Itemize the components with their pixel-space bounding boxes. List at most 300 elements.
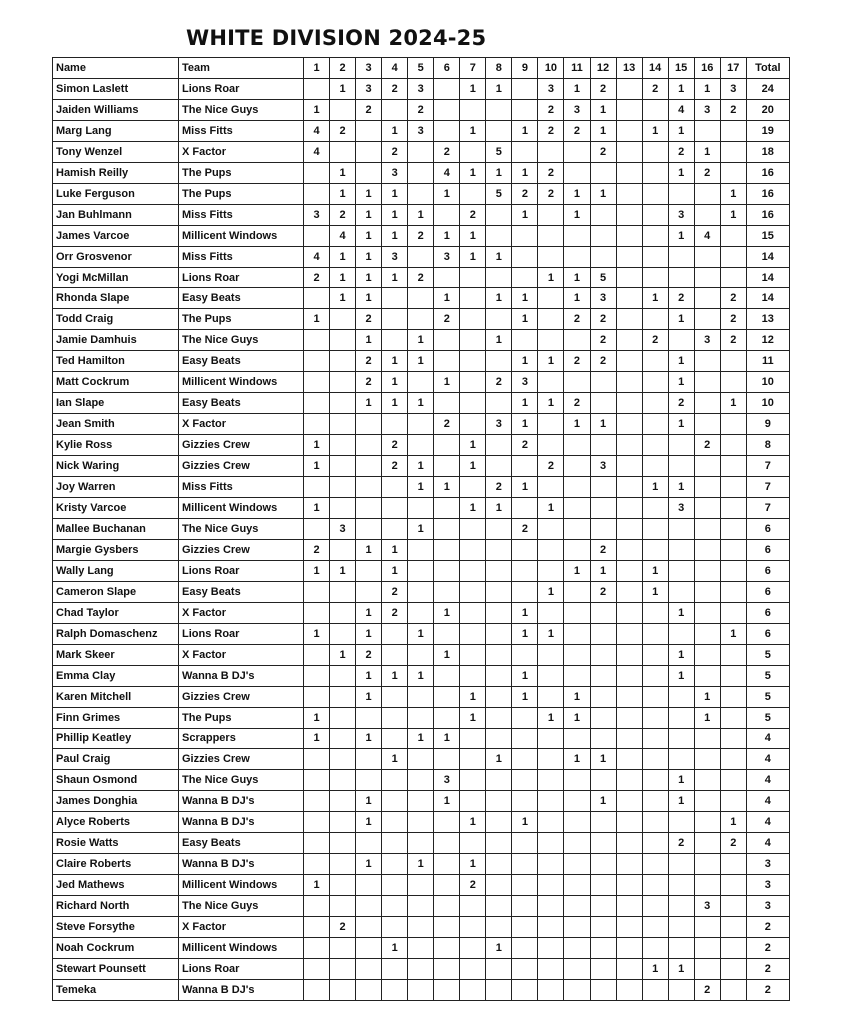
- round-score-cell: [694, 372, 720, 393]
- round-score-cell: [382, 644, 408, 665]
- round-score-cell: 1: [668, 225, 694, 246]
- round-score-cell: [356, 896, 382, 917]
- round-score-cell: 2: [356, 372, 382, 393]
- round-score-cell: [590, 728, 616, 749]
- round-score-cell: 1: [590, 183, 616, 204]
- round-score-cell: [564, 644, 590, 665]
- total-score-cell: 5: [746, 644, 789, 665]
- round-score-cell: [564, 435, 590, 456]
- round-score-cell: [538, 477, 564, 498]
- round-score-cell: 1: [356, 728, 382, 749]
- round-score-cell: 3: [330, 518, 356, 539]
- player-name-cell: Jed Mathews: [53, 875, 179, 896]
- round-score-cell: [538, 917, 564, 938]
- round-score-cell: [330, 833, 356, 854]
- round-score-cell: [382, 477, 408, 498]
- round-score-cell: [668, 749, 694, 770]
- round-score-cell: 2: [720, 309, 746, 330]
- round-score-cell: [408, 560, 434, 581]
- round-score-cell: [642, 707, 668, 728]
- round-score-cell: 2: [460, 875, 486, 896]
- round-score-cell: 1: [304, 498, 330, 519]
- round-score-cell: 1: [408, 477, 434, 498]
- round-score-cell: 3: [694, 330, 720, 351]
- round-score-cell: [564, 225, 590, 246]
- table-row: [53, 749, 790, 770]
- round-score-cell: [590, 665, 616, 686]
- round-score-cell: [304, 330, 330, 351]
- round-score-cell: 1: [720, 204, 746, 225]
- round-score-cell: 1: [330, 246, 356, 267]
- table-row: [53, 728, 790, 749]
- round-score-cell: [304, 938, 330, 959]
- round-score-cell: [616, 498, 642, 519]
- round-score-cell: 1: [642, 581, 668, 602]
- round-score-cell: [616, 979, 642, 1000]
- player-name-cell: Shaun Osmond: [53, 770, 179, 791]
- round-score-cell: [356, 456, 382, 477]
- round-score-cell: 2: [694, 162, 720, 183]
- round-score-cell: [486, 728, 512, 749]
- team-name-cell: Miss Fitts: [179, 246, 304, 267]
- round-score-cell: 1: [408, 518, 434, 539]
- round-score-cell: 1: [694, 686, 720, 707]
- round-score-cell: [356, 979, 382, 1000]
- round-score-cell: [330, 770, 356, 791]
- round-score-cell: [694, 267, 720, 288]
- table-row: [53, 288, 790, 309]
- round-score-cell: [642, 539, 668, 560]
- player-name-cell: Kylie Ross: [53, 435, 179, 456]
- round-score-cell: 1: [434, 728, 460, 749]
- round-score-cell: [356, 749, 382, 770]
- round-score-cell: [304, 854, 330, 875]
- round-score-cell: [382, 917, 408, 938]
- round-score-cell: [408, 812, 434, 833]
- round-score-cell: 1: [434, 183, 460, 204]
- round-score-cell: 1: [330, 183, 356, 204]
- round-score-cell: [642, 267, 668, 288]
- team-name-cell: Lions Roar: [179, 958, 304, 979]
- round-score-cell: [564, 896, 590, 917]
- round-score-cell: [538, 896, 564, 917]
- round-score-cell: 2: [564, 393, 590, 414]
- round-score-cell: [356, 162, 382, 183]
- round-score-cell: [304, 602, 330, 623]
- round-score-cell: [304, 518, 330, 539]
- round-score-cell: 1: [564, 686, 590, 707]
- round-score-cell: [720, 477, 746, 498]
- round-score-cell: 2: [460, 204, 486, 225]
- round-score-cell: 2: [668, 393, 694, 414]
- player-name-cell: Cameron Slape: [53, 581, 179, 602]
- total-score-cell: 7: [746, 456, 789, 477]
- round-score-cell: [434, 749, 460, 770]
- round-score-cell: 1: [330, 288, 356, 309]
- team-name-cell: Gizzies Crew: [179, 539, 304, 560]
- team-name-cell: Gizzies Crew: [179, 686, 304, 707]
- team-name-cell: Wanna B DJ's: [179, 979, 304, 1000]
- round-score-cell: [538, 372, 564, 393]
- round-score-cell: [616, 99, 642, 120]
- round-score-cell: 1: [720, 393, 746, 414]
- round-score-cell: [564, 791, 590, 812]
- round-score-cell: [408, 833, 434, 854]
- round-score-cell: 1: [668, 351, 694, 372]
- table-row: [53, 581, 790, 602]
- round-score-cell: 1: [668, 644, 694, 665]
- round-score-cell: 1: [460, 246, 486, 267]
- round-score-cell: 1: [356, 686, 382, 707]
- round-score-cell: 1: [538, 393, 564, 414]
- total-score-cell: 15: [746, 225, 789, 246]
- round-score-cell: [434, 581, 460, 602]
- round-score-cell: 1: [304, 560, 330, 581]
- round-score-cell: 2: [590, 309, 616, 330]
- round-score-cell: [486, 812, 512, 833]
- round-score-cell: [694, 393, 720, 414]
- round-score-cell: 1: [382, 393, 408, 414]
- round-score-cell: [330, 539, 356, 560]
- round-score-cell: [356, 141, 382, 162]
- round-score-cell: 2: [382, 141, 408, 162]
- round-score-cell: [382, 623, 408, 644]
- round-score-cell: [694, 749, 720, 770]
- round-score-cell: [330, 979, 356, 1000]
- round-score-cell: [694, 183, 720, 204]
- round-score-cell: [330, 958, 356, 979]
- total-score-cell: 2: [746, 938, 789, 959]
- round-score-cell: [460, 665, 486, 686]
- round-score-cell: [642, 938, 668, 959]
- round-score-cell: [616, 120, 642, 141]
- round-score-cell: 1: [356, 246, 382, 267]
- round-score-cell: [330, 99, 356, 120]
- round-score-cell: 1: [668, 770, 694, 791]
- round-score-cell: [408, 435, 434, 456]
- round-score-cell: [382, 728, 408, 749]
- round-score-cell: [434, 917, 460, 938]
- round-score-cell: 1: [486, 330, 512, 351]
- round-score-cell: [642, 456, 668, 477]
- round-score-cell: [590, 770, 616, 791]
- round-score-cell: [460, 749, 486, 770]
- round-score-cell: 2: [408, 267, 434, 288]
- table-row: [53, 644, 790, 665]
- round-score-cell: 1: [382, 225, 408, 246]
- table-row: [53, 267, 790, 288]
- player-name-cell: Marg Lang: [53, 120, 179, 141]
- round-score-cell: [512, 246, 538, 267]
- round-score-cell: 1: [694, 141, 720, 162]
- team-name-cell: Gizzies Crew: [179, 435, 304, 456]
- round-score-cell: [382, 414, 408, 435]
- round-score-cell: 1: [642, 560, 668, 581]
- round-score-cell: 2: [668, 288, 694, 309]
- round-score-cell: 1: [564, 560, 590, 581]
- round-score-cell: 1: [356, 267, 382, 288]
- round-score-cell: [538, 875, 564, 896]
- table-row: [53, 351, 790, 372]
- round-score-cell: [408, 938, 434, 959]
- team-name-cell: X Factor: [179, 917, 304, 938]
- round-score-cell: 1: [382, 938, 408, 959]
- round-score-cell: [720, 539, 746, 560]
- round-score-cell: [616, 791, 642, 812]
- round-score-cell: [694, 728, 720, 749]
- round-score-cell: [642, 602, 668, 623]
- team-name-cell: Miss Fitts: [179, 204, 304, 225]
- round-score-cell: 3: [564, 99, 590, 120]
- round-score-cell: [382, 330, 408, 351]
- round-score-cell: 1: [668, 309, 694, 330]
- round-column-header: 15: [668, 58, 694, 79]
- round-score-cell: [408, 414, 434, 435]
- round-score-cell: 1: [564, 414, 590, 435]
- table-row: [53, 309, 790, 330]
- team-name-cell: Easy Beats: [179, 288, 304, 309]
- round-score-cell: [694, 854, 720, 875]
- round-score-cell: [434, 979, 460, 1000]
- round-score-cell: [304, 896, 330, 917]
- round-score-cell: 2: [564, 351, 590, 372]
- total-score-cell: 7: [746, 477, 789, 498]
- round-score-cell: [590, 204, 616, 225]
- round-score-cell: [304, 917, 330, 938]
- round-score-cell: 4: [330, 225, 356, 246]
- round-score-cell: [694, 204, 720, 225]
- round-score-cell: 1: [330, 267, 356, 288]
- total-score-cell: 20: [746, 99, 789, 120]
- team-name-cell: Lions Roar: [179, 623, 304, 644]
- round-score-cell: 2: [512, 435, 538, 456]
- round-score-cell: [330, 938, 356, 959]
- round-score-cell: 2: [434, 414, 460, 435]
- round-score-cell: [720, 372, 746, 393]
- round-score-cell: [564, 833, 590, 854]
- table-row: [53, 393, 790, 414]
- player-name-cell: Finn Grimes: [53, 707, 179, 728]
- round-score-cell: [330, 665, 356, 686]
- round-score-cell: [590, 979, 616, 1000]
- round-score-cell: [642, 414, 668, 435]
- round-score-cell: [694, 498, 720, 519]
- round-score-cell: [434, 833, 460, 854]
- round-score-cell: [512, 78, 538, 99]
- round-score-cell: [538, 812, 564, 833]
- round-score-cell: [356, 875, 382, 896]
- round-score-cell: 1: [538, 581, 564, 602]
- table-row: [53, 246, 790, 267]
- round-score-cell: [486, 875, 512, 896]
- round-score-cell: 1: [382, 204, 408, 225]
- round-score-cell: [486, 917, 512, 938]
- round-score-cell: [538, 854, 564, 875]
- round-score-cell: [460, 958, 486, 979]
- round-score-cell: [668, 896, 694, 917]
- round-score-cell: [460, 539, 486, 560]
- round-score-cell: [642, 351, 668, 372]
- round-score-cell: 1: [512, 393, 538, 414]
- player-name-cell: Chad Taylor: [53, 602, 179, 623]
- table-row: [53, 602, 790, 623]
- round-score-cell: [642, 749, 668, 770]
- team-name-cell: The Nice Guys: [179, 518, 304, 539]
- round-score-cell: [616, 665, 642, 686]
- round-score-cell: 1: [408, 728, 434, 749]
- round-score-cell: 1: [460, 498, 486, 519]
- round-score-cell: [668, 686, 694, 707]
- round-score-cell: [616, 875, 642, 896]
- table-row: [53, 141, 790, 162]
- round-score-cell: [330, 581, 356, 602]
- round-score-cell: [694, 414, 720, 435]
- round-score-cell: [694, 644, 720, 665]
- table-row: [53, 120, 790, 141]
- round-score-cell: [616, 728, 642, 749]
- round-score-cell: [408, 791, 434, 812]
- round-score-cell: 1: [460, 225, 486, 246]
- player-name-cell: Jean Smith: [53, 414, 179, 435]
- player-name-cell: Mark Skeer: [53, 644, 179, 665]
- page-title: WHITE DIVISION 2024-25: [186, 26, 487, 50]
- round-score-cell: [590, 435, 616, 456]
- round-score-cell: [434, 435, 460, 456]
- round-score-cell: 1: [512, 414, 538, 435]
- player-name-cell: Tony Wenzel: [53, 141, 179, 162]
- round-score-cell: [564, 518, 590, 539]
- round-score-cell: [356, 477, 382, 498]
- round-score-cell: [330, 351, 356, 372]
- round-score-cell: 1: [382, 267, 408, 288]
- round-score-cell: 1: [460, 435, 486, 456]
- player-name-cell: Rhonda Slape: [53, 288, 179, 309]
- round-column-header: 4: [382, 58, 408, 79]
- round-score-cell: [434, 456, 460, 477]
- round-score-cell: [486, 204, 512, 225]
- round-score-cell: [538, 979, 564, 1000]
- round-score-cell: [694, 518, 720, 539]
- round-score-cell: 1: [720, 623, 746, 644]
- round-score-cell: [460, 372, 486, 393]
- round-score-cell: 1: [460, 707, 486, 728]
- round-score-cell: [616, 435, 642, 456]
- team-name-cell: Lions Roar: [179, 560, 304, 581]
- round-score-cell: [512, 644, 538, 665]
- round-score-cell: [590, 498, 616, 519]
- round-score-cell: [512, 330, 538, 351]
- round-score-cell: [538, 225, 564, 246]
- round-score-cell: [356, 560, 382, 581]
- round-score-cell: 1: [356, 791, 382, 812]
- round-score-cell: 1: [304, 875, 330, 896]
- round-score-cell: 1: [642, 120, 668, 141]
- round-score-cell: [590, 623, 616, 644]
- round-score-cell: [304, 414, 330, 435]
- round-score-cell: 2: [408, 99, 434, 120]
- round-score-cell: [330, 309, 356, 330]
- round-score-cell: [330, 602, 356, 623]
- total-score-cell: 16: [746, 183, 789, 204]
- round-score-cell: 2: [356, 351, 382, 372]
- round-score-cell: 1: [460, 686, 486, 707]
- round-score-cell: 1: [408, 204, 434, 225]
- team-name-cell: Millicent Windows: [179, 498, 304, 519]
- round-score-cell: [538, 958, 564, 979]
- round-score-cell: [356, 917, 382, 938]
- total-score-cell: 2: [746, 917, 789, 938]
- total-score-cell: 16: [746, 204, 789, 225]
- round-score-cell: [512, 979, 538, 1000]
- round-score-cell: [590, 602, 616, 623]
- round-score-cell: [330, 498, 356, 519]
- table-row: [53, 791, 790, 812]
- round-score-cell: [642, 791, 668, 812]
- round-score-cell: 1: [304, 456, 330, 477]
- total-score-cell: 4: [746, 728, 789, 749]
- round-score-cell: [512, 958, 538, 979]
- round-score-cell: [564, 539, 590, 560]
- round-score-cell: [304, 581, 330, 602]
- team-name-cell: Wanna B DJ's: [179, 791, 304, 812]
- round-score-cell: 2: [590, 141, 616, 162]
- round-score-cell: [408, 539, 434, 560]
- round-score-cell: [434, 896, 460, 917]
- table-row: [53, 707, 790, 728]
- round-score-cell: 3: [408, 120, 434, 141]
- table-row: [53, 917, 790, 938]
- round-score-cell: [382, 896, 408, 917]
- round-score-cell: [694, 120, 720, 141]
- player-name-cell: Steve Forsythe: [53, 917, 179, 938]
- round-score-cell: 1: [564, 78, 590, 99]
- round-score-cell: 3: [356, 78, 382, 99]
- round-score-cell: [486, 456, 512, 477]
- round-score-cell: [460, 560, 486, 581]
- score-table: [52, 57, 790, 1001]
- team-name-cell: Wanna B DJ's: [179, 854, 304, 875]
- round-score-cell: [616, 393, 642, 414]
- round-score-cell: [694, 539, 720, 560]
- round-score-cell: 5: [486, 141, 512, 162]
- round-score-cell: [564, 979, 590, 1000]
- player-name-cell: Yogi McMillan: [53, 267, 179, 288]
- total-score-cell: 3: [746, 875, 789, 896]
- round-score-cell: [538, 246, 564, 267]
- round-score-cell: [304, 477, 330, 498]
- round-score-cell: [590, 958, 616, 979]
- team-name-cell: Lions Roar: [179, 267, 304, 288]
- round-score-cell: [304, 749, 330, 770]
- team-name-cell: The Pups: [179, 183, 304, 204]
- table-row: [53, 770, 790, 791]
- round-score-cell: [564, 602, 590, 623]
- round-score-cell: [434, 539, 460, 560]
- round-score-cell: [408, 372, 434, 393]
- round-score-cell: [304, 162, 330, 183]
- round-score-cell: [720, 456, 746, 477]
- total-score-cell: 5: [746, 686, 789, 707]
- round-score-cell: 1: [382, 120, 408, 141]
- table-row: [53, 435, 790, 456]
- round-score-cell: [616, 267, 642, 288]
- round-score-cell: [434, 958, 460, 979]
- round-score-cell: [512, 99, 538, 120]
- round-score-cell: [356, 518, 382, 539]
- round-score-cell: 1: [486, 246, 512, 267]
- total-score-cell: 12: [746, 330, 789, 351]
- round-score-cell: [330, 477, 356, 498]
